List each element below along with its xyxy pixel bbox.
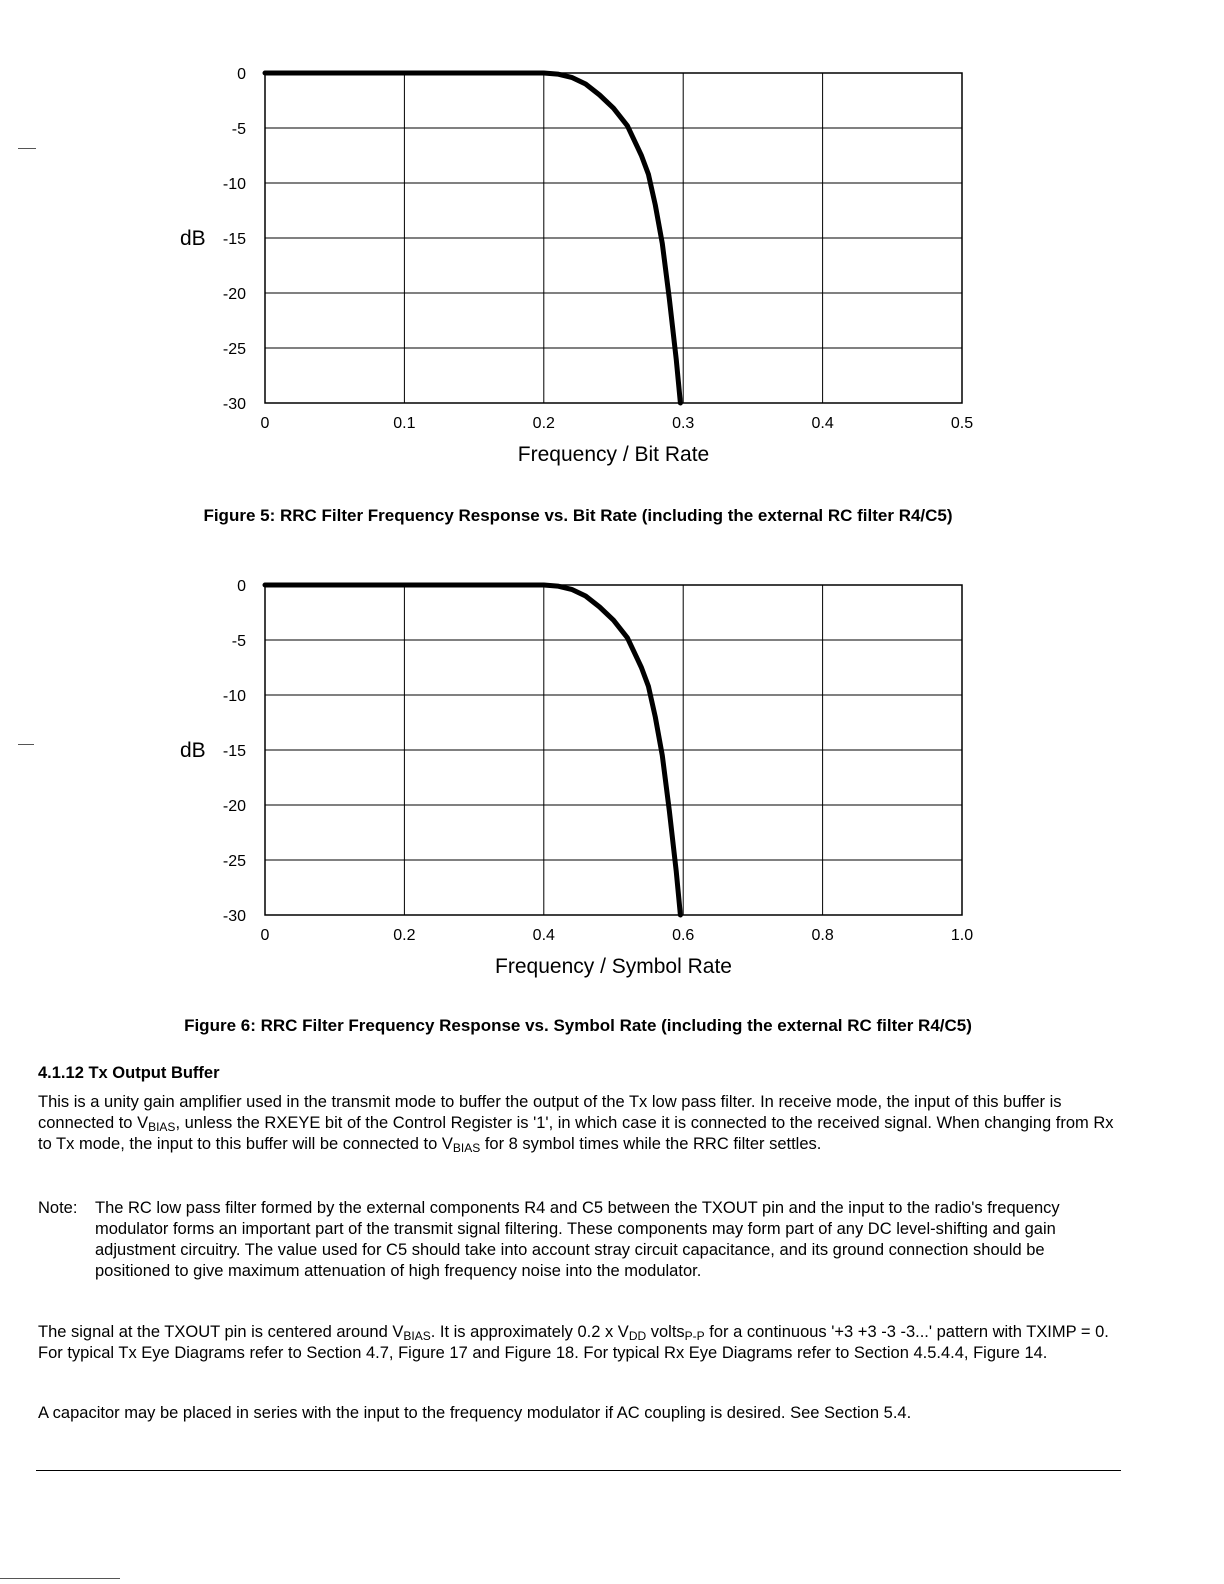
x-tick-label: 0.5: [950, 415, 974, 432]
figure-5-caption: Figure 5: RRC Filter Frequency Response vs. Bit Rate (including the external RC filter R4/C5): [203, 506, 953, 525]
scan-mark: [0, 1578, 120, 1579]
chart-symbol-rate: [0, 552, 1224, 992]
note-block: [38, 1198, 1123, 1282]
x-axis-label: Frequency / Symbol Rate: [495, 955, 732, 978]
y-tick-label: -10: [222, 688, 246, 705]
y-tick-label: -30: [222, 396, 246, 413]
x-tick-label: 0.1: [393, 415, 416, 432]
x-tick-label: 1.0: [950, 927, 974, 944]
figure-6-caption: Figure 6: RRC Filter Frequency Response vs. Symbol Rate (including the external RC filter R4/C5): [184, 1016, 972, 1035]
x-tick-label: 0.4: [532, 927, 555, 944]
paragraph-ac-coupling: A capacitor may be placed in series with the input to the frequency modulator if AC coupling is desired. See Section 5.4.: [38, 1404, 912, 1422]
x-tick-label: 0: [260, 415, 270, 432]
y-tick-label: -25: [222, 341, 246, 358]
y-tick-label: -5: [231, 121, 246, 138]
y-tick-label: 0: [237, 66, 246, 83]
x-tick-label: 0.6: [672, 927, 695, 944]
y-axis-label: dB: [180, 227, 206, 250]
x-tick-label: 0.2: [532, 415, 555, 432]
y-tick-label: -5: [231, 633, 246, 650]
y-tick-label: -20: [222, 286, 246, 303]
x-tick-label: 0.3: [672, 415, 695, 432]
x-axis-label: Frequency / Bit Rate: [517, 443, 710, 466]
scan-mark: [18, 148, 36, 149]
y-tick-label: -25: [222, 853, 246, 870]
scan-mark: [18, 744, 34, 745]
paragraph-txout-signal: The signal at the TXOUT pin is centered around $V_{BIAS}$. It is approximately 0.2 x $V_{DD}$ volts$_{P-P}$ for a continuous '+3 +3 -3 -3...' pattern with TXIMP = 0. For typical Tx Eye Diagrams refer to Section 4.7, Figure 17 and Figure 18. For typical Rx Eye Diagrams refer to Section 4.5.4.4, Figure 14.: [38, 1323, 1109, 1362]
x-tick-label: 0.4: [811, 415, 834, 432]
y-tick-label: -30: [222, 908, 246, 925]
note-text: The RC low pass filter formed by the external components R4 and C5 between the TXOUT pin and the input to the radio's frequency modulator forms an important part of the transmit signal filtering. These components may form part of any DC level-shifting and gain adjustment circuitry. The value used for C5 should take into account stray circuit capacitance, and its ground connection should be positioned to give maximum attenuation of high frequency noise into the modulator.: [95, 1199, 1060, 1280]
note-label: Note:: [38, 1199, 78, 1217]
x-tick-label: 0.2: [393, 927, 416, 944]
y-tick-label: -15: [222, 743, 246, 760]
y-tick-label: -15: [222, 231, 246, 248]
y-tick-label: -10: [222, 176, 246, 193]
y-tick-label: -20: [222, 798, 246, 815]
y-tick-label: 0: [237, 578, 246, 595]
chart-bit-rate: [0, 40, 1224, 480]
footer-rule: [36, 1470, 1121, 1471]
x-tick-label: 0.8: [811, 927, 834, 944]
x-tick-label: 0: [260, 927, 270, 944]
y-axis-label: dB: [180, 739, 206, 762]
section-heading: 4.1.12 Tx Output Buffer: [38, 1064, 220, 1082]
paragraph-buffer-description: This is a unity gain amplifier used in the transmit mode to buffer the output of the Tx low pass filter. In receive mode, the input of this buffer is connected to $V_{BIAS}$, unless the RXEYE bit of the Control Register is '1', in which case it is connected to the received signal. When changing from Rx to Tx mode, the input to this buffer will be connected to $V_{BIAS}$ for 8 symbol times while the RRC filter settles.: [38, 1093, 1114, 1155]
